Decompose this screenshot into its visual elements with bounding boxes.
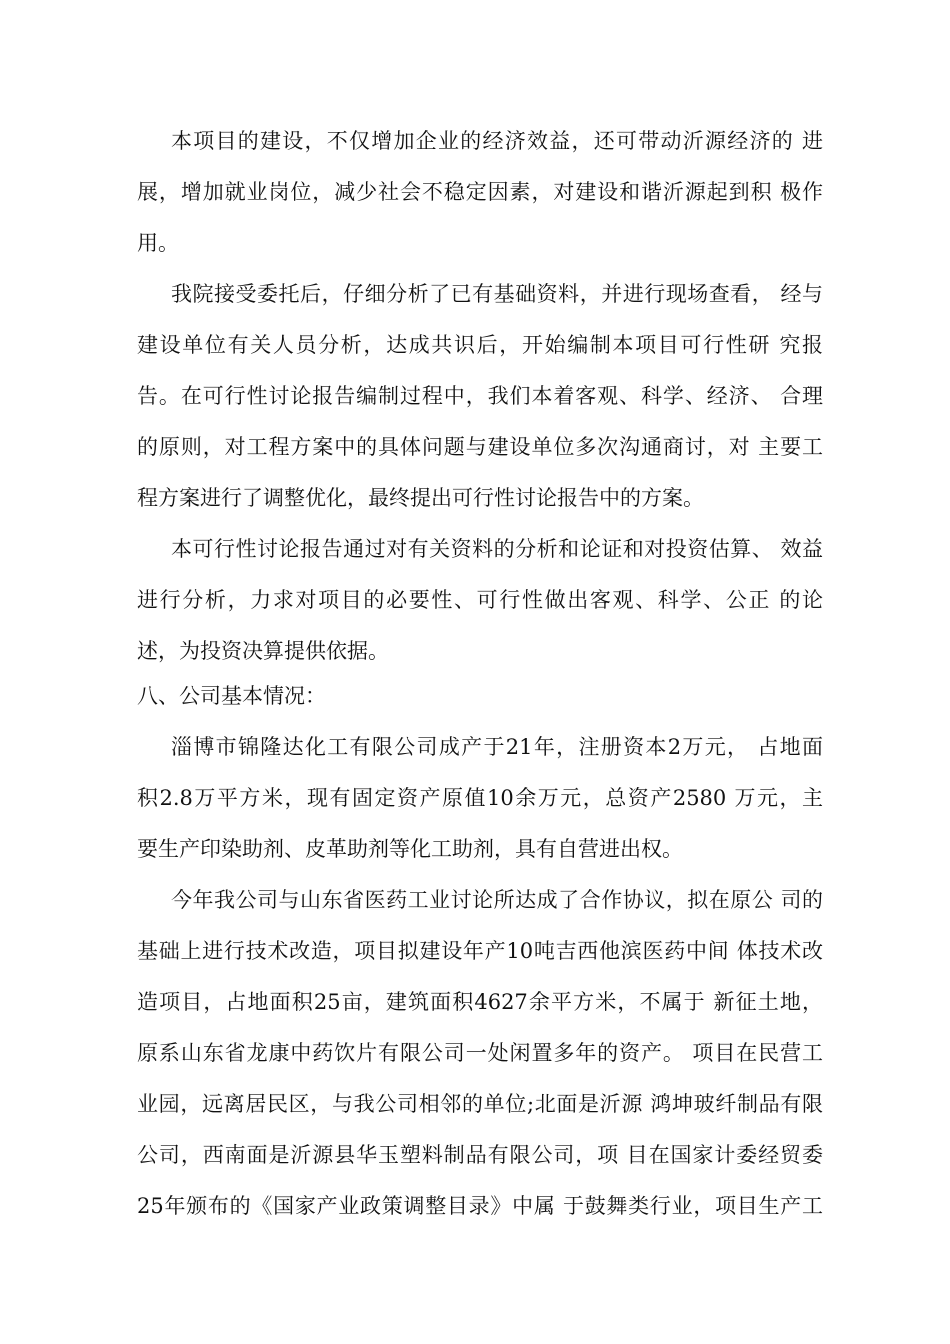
- paragraph-4-line-2: 积2.8万平方米，现有固定资产原值10余万元，总资产2580 万元，主: [137, 786, 823, 810]
- paragraph-5-line-7: 25年颁布的《国家产业政策调整目录》中属 于鼓舞类行业，项目生产工: [137, 1194, 823, 1218]
- paragraph-2-line-1: 我院接受委托后，仔细分析了已有基础资料，并进行现场查看， 经与: [171, 282, 823, 306]
- paragraph-5-line-2: 基础上进行技术改造，项目拟建设年产10吨吉西他滨医药中间 体技术改: [137, 939, 823, 963]
- paragraph-1-line-2: 展，增加就业岗位，减少社会不稳定因素，对建设和谐沂源起到积 极作: [137, 180, 823, 204]
- paragraph-5-line-4: 原系山东省龙康中药饮片有限公司一处闲置多年的资产。 项目在民营工: [137, 1041, 823, 1065]
- paragraph-2-line-5: 程方案进行了调整优化，最终提出可行性讨论报告中的方案。: [137, 486, 704, 510]
- paragraph-5-line-5: 业园，远离居民区，与我公司相邻的单位;北面是沂源 鸿坤玻纤制品有限: [137, 1092, 823, 1116]
- paragraph-2-line-2: 建设单位有关人员分析，达成共识后，开始编制本项目可行性研 究报: [137, 333, 823, 357]
- paragraph-5-line-3: 造项目，占地面积25亩，建筑面积4627余平方米，不属于 新征土地，: [137, 990, 823, 1014]
- paragraph-2-line-3: 告。在可行性讨论报告编制过程中，我们本着客观、科学、经济、 合理: [137, 384, 823, 408]
- paragraph-2-line-4: 的原则，对工程方案中的具体问题与建设单位多次沟通商讨，对 主要工: [137, 435, 823, 459]
- paragraph-5-line-1: 今年我公司与山东省医药工业讨论所达成了合作协议，拟在原公 司的: [171, 888, 823, 912]
- paragraph-4-line-3: 要生产印染助剂、皮革助剂等化工助剂，具有自营进出权。: [137, 837, 683, 861]
- paragraph-3-line-1: 本可行性讨论报告通过对有关资料的分析和论证和对投资估算、 效益: [171, 537, 823, 561]
- paragraph-4-line-1: 淄博市锦隆达化工有限公司成产于21年，注册资本2万元， 占地面: [171, 735, 823, 759]
- paragraph-1-line-3: 用。: [137, 231, 179, 255]
- section-heading: 八、公司基本情况：: [137, 684, 326, 708]
- paragraph-5-line-6: 公司，西南面是沂源县华玉塑料制品有限公司，项 目在国家计委经贸委: [137, 1143, 823, 1167]
- paragraph-3-line-2: 进行分析，力求对项目的必要性、可行性做出客观、科学、公正 的论: [137, 588, 823, 612]
- paragraph-1-line-1: 本项目的建设，不仅增加企业的经济效益，还可带动沂源经济的 进: [171, 129, 823, 153]
- paragraph-3-line-3: 述，为投资决算提供依据。: [137, 639, 389, 663]
